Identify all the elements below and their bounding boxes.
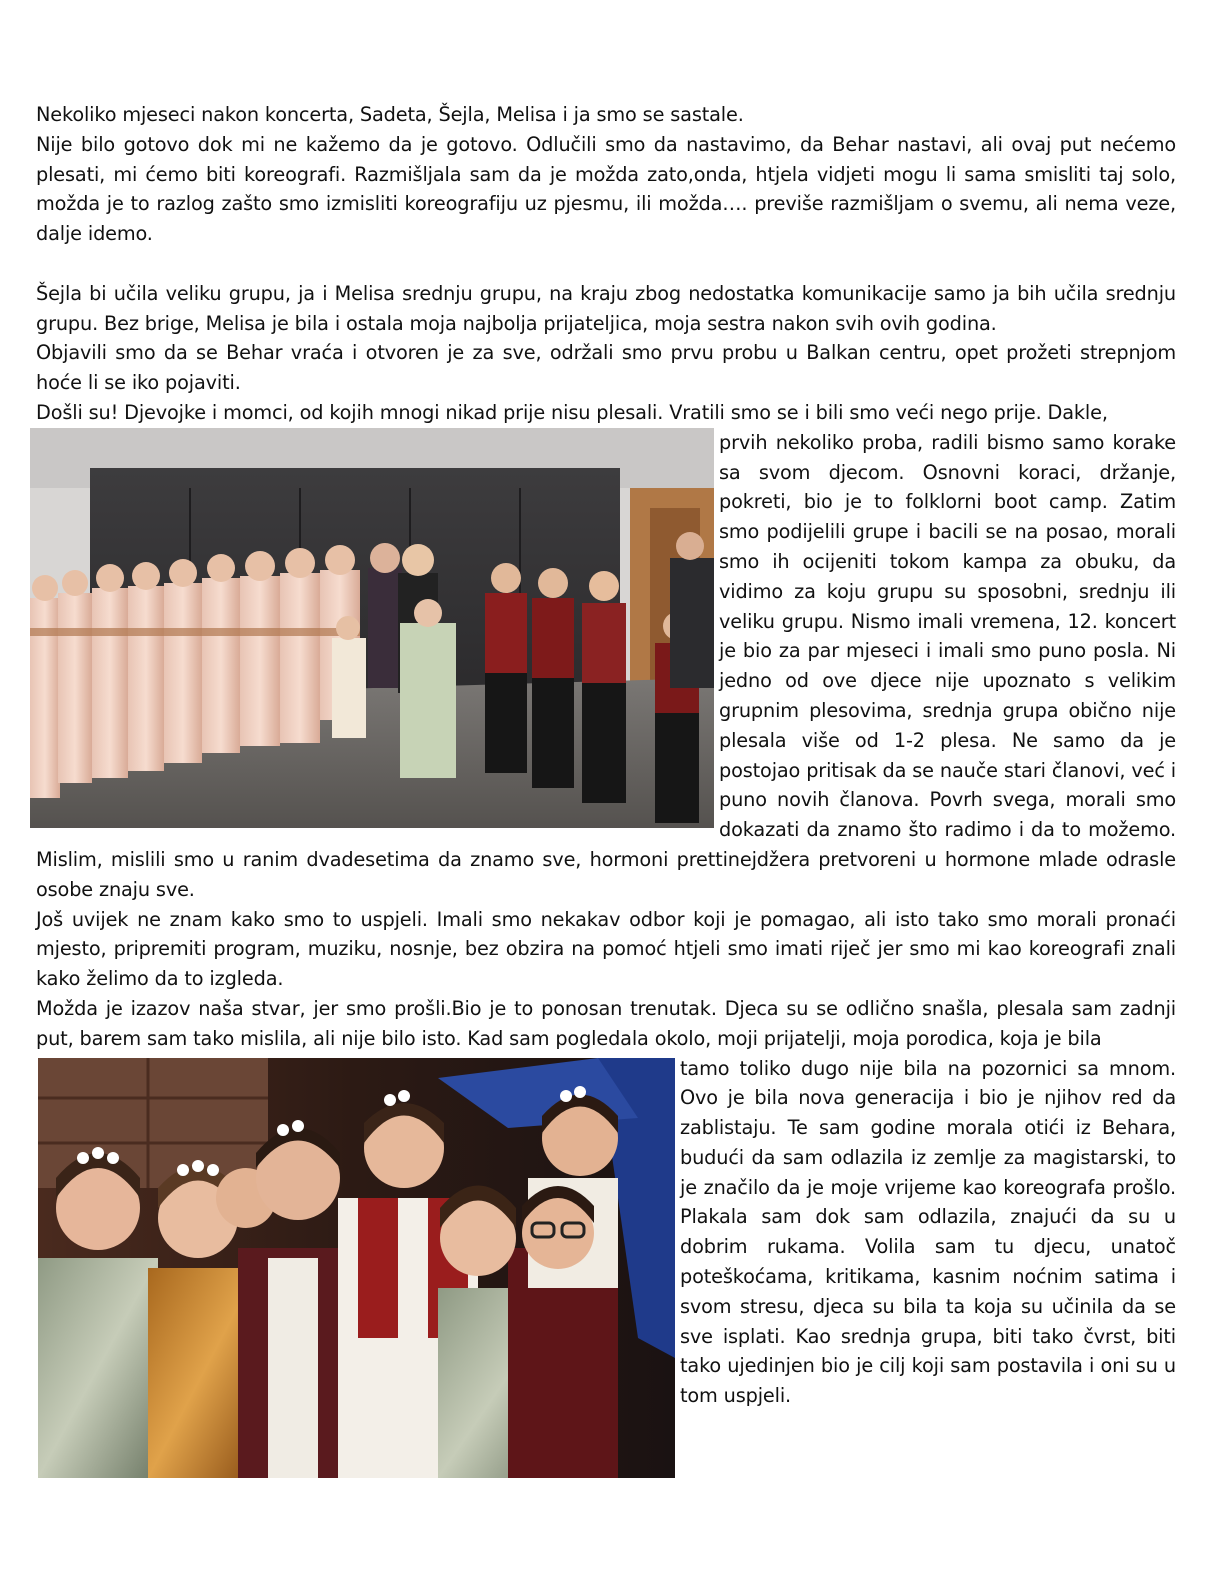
paragraph-3: Šejla bi učila veliku grupu, ja i Melisa srednju grupu, na kraju zbog nedostatka komunikacije samo ja bih učila srednju grupu. Bez brige, Melisa je bila i ostala moja najbolja prijateljica, moja sestra nakon svih ovih godina.: [36, 281, 1176, 335]
group-photo-girls-costumes: [38, 1058, 675, 1478]
group-photo-rehearsal: [30, 428, 714, 828]
paragraph-spacer: [36, 249, 1176, 279]
paragraph-9: tamo toliko dugo nije bila na pozornici sa mnom. Ovo je bila nova generacija i bio je njihov red da zablistaju. Te sam godine morala otići iz Behara, budući da sam odlazila iz zemlje za magistarski, to je značilo da je moje vrijeme kao koreografa prošlo. Plakala sam dok sam odlazila, znajući da su u dobrim rukama. Volila sam tu djecu, unatoč poteškoćama, kritikama, kasnim noćnim satima i svom stresu, djeca su bila ta koja su učinila da se sve isplati. Kao srednja grupa, biti tako čvrst, biti tako ujedinjen bio je cilj koji sam postavila i oni su u tom uspjeli.: [680, 1056, 1176, 1408]
paragraph-1: Nekoliko mjeseci nakon koncerta, Sadeta, Šejla, Melisa i ja smo se sastale.: [36, 103, 744, 126]
paragraph-4: Objavili smo da se Behar vraća i otvoren je za sve, održali smo prvu probu u Balkan centru, opet prožeti strepnjom hoće li se iko pojaviti.: [36, 341, 1176, 395]
paragraph-6: prvih nekoliko proba, radili bismo samo korake sa svom djecom. Osnovni koraci, držanje, pokreti, bio je to folklorni boot camp. Zatim smo podijelili grupe i bacili se na posao, morali smo ih ocijeniti tokom kampa za obuku, da vidimo za koju grupu su sposobni, srednju ili veliku grupu. Nismo imali vremena, 12. koncert je bio za par mjeseci i imali smo puno posla. Ni jedno od ove djece nije upoznato s velikim grupnim plesovima, srednja grupa obično nije plesala više od 1-2 plesa. Ne samo da je postojao pritisak da se nauče stari članovi, već i puno novih članova. Povrh svega, morali smo dokazati da znamo što radimo i da to možemo. Mislim, mislili smo u ranim dvadesetima da znamo sve, hormoni prettinejdžera pretvoreni u hormone mlade odrasle osobe znaju sve.: [36, 430, 1176, 901]
paragraph-7: Još uvijek ne znam kako smo to uspjeli. Imali smo nekakav odbor koji je pomagao, ali isto tako smo morali pronaći mjesto, pripremiti program, muziku, nosnje, bez obzira na pomoć htjeli smo imati riječ jer smo mi kao koreografi znali kako želimo da to izgleda.: [36, 907, 1176, 991]
article-body: [36, 100, 1176, 1484]
paragraph-2: Nije bilo gotovo dok mi ne kažemo da je gotovo. Odlučili smo da nastavimo, da Behar nastavi, ali ovaj put nećemo plesati, mi ćemo biti koreografi. Razmišljala sam da je možda zato,onda, htjela vidjeti mogu li sama smisliti taj solo, možda je to razlog zašto smo izmisliti koreografiju uz pjesmu, ili možda…. previše razmišljam o svemu, ali nema veze, dalje idemo.: [36, 132, 1176, 246]
paragraph-5: Došli su! Djevojke i momci, od kojih mnogi nikad prije nisu plesali. Vratili smo se i bili smo veći nego prije. Dakle,: [36, 400, 1108, 424]
paragraph-8: Možda je izazov naša stvar, jer smo prošli.Bio je to ponosan trenutak. Djeca su se odlično snašla, plesala sam zadnji put, barem sam tako mislila, ali nije bilo isto. Kad sam pogledala okolo, moji prijatelji, moja porodica, koja je bila: [36, 996, 1176, 1050]
